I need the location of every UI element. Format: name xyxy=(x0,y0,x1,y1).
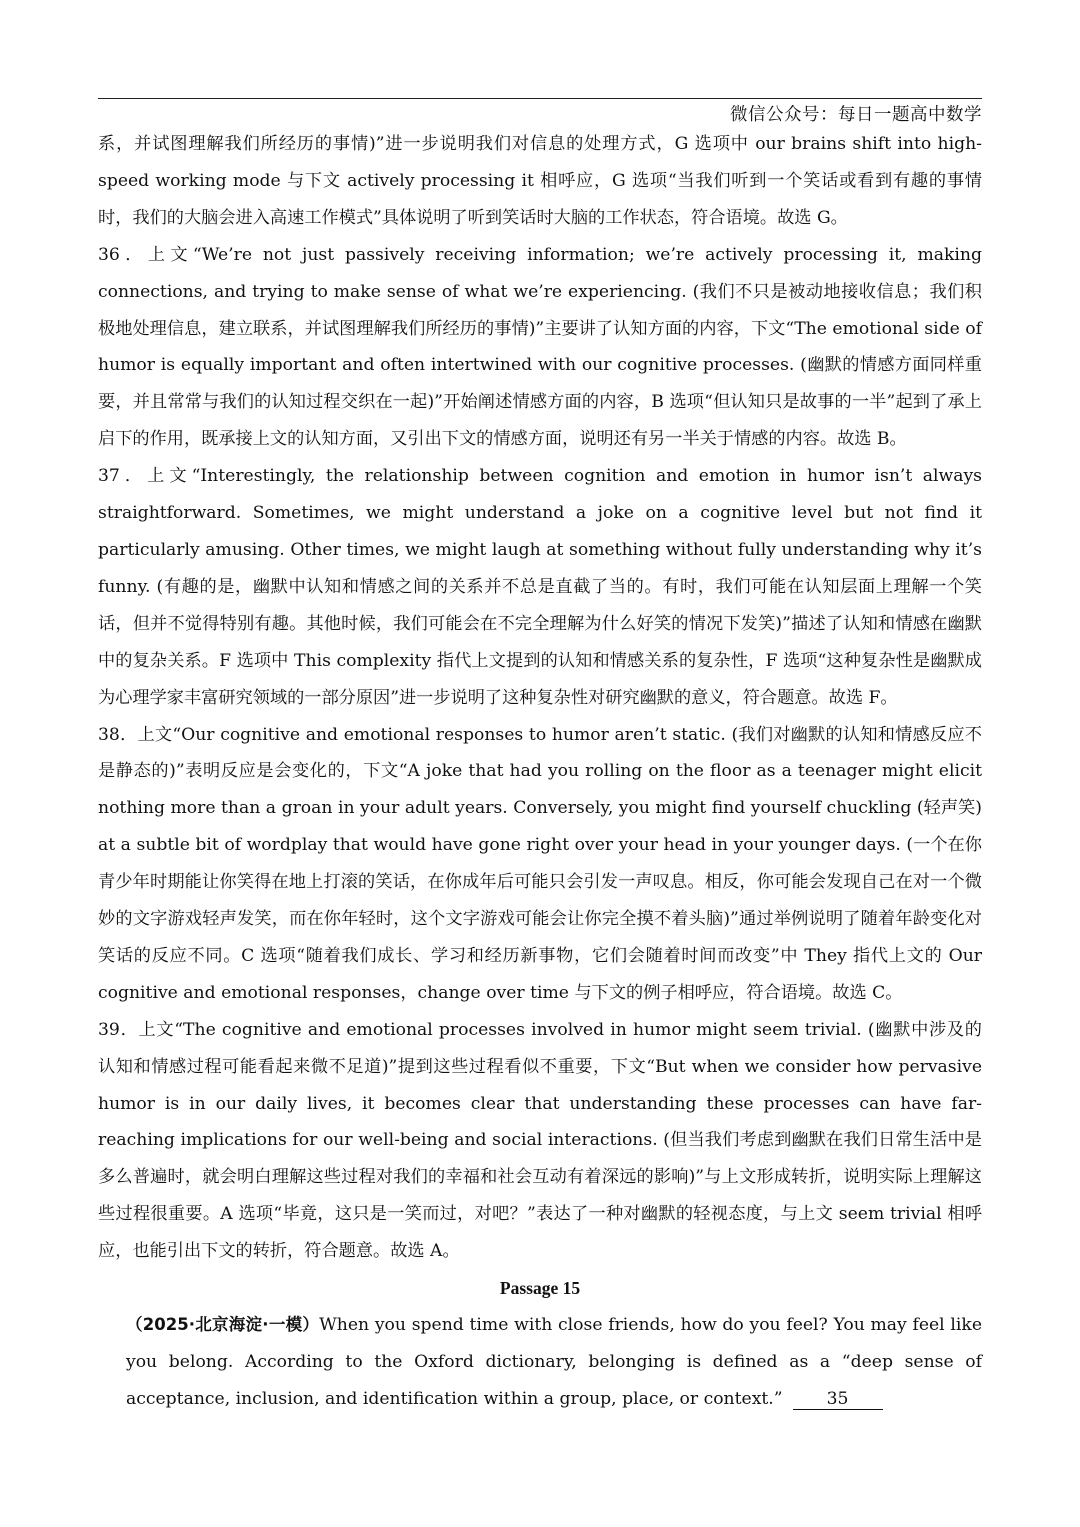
passage-text: When you spend time with close friends, how do you feel? You may feel like you belong. According to the Oxford dictionary, belonging is defined as a “deep sense of acceptance, inclusion, and identification within a group, place, or context.” xyxy=(126,1315,982,1409)
paragraph-answer-38: 38．上文“Our cognitive and emotional responses to humor aren’t static. (我们对幽默的认知和情感反应不是静态的)”表明反应是会变化的，下文“A joke that had you rolling on the floor as a teenager might elicit nothing more than a groan in your adult years. Conversely, you might find yourself chuckling (轻声笑) at a subtle bit of wordplay that would have gone right over your head in your younger days. (一个在你青少年时期能让你笑得在地上打滚的笑话，在你成年后可能只会引发一声叹息。相反，你可能会发现自己在对一个微妙的文字游戏轻声发笑，而在你年轻时，这个文字游戏可能会让你完全摸不着头脑)”通过举例说明了随着年龄变化对笑话的反应不同。C 选项“随着我们成长、学习和经历新事物，它们会随着时间而改变”中 They 指代上文的 Our cognitive and emotional responses，change over time 与下文的例子相呼应，符合语境。故选 C。 xyxy=(98,724,982,1003)
paragraph-answer-36: 36．上文“We’re not just passively receiving information; we’re actively processing it, making connections, and trying to make sense of what we’re experiencing. (我们不只是被动地接收信息；我们积极地处理信息，建立联系，并试图理解我们所经历的事情)”主要讲了认知方面的内容，下文“The emotional side of humor is equally important and often intertwined with our cognitive processes. (幽默的情感方面同样重要，并且常常与我们的认知过程交织在一起)”开始阐述情感方面的内容，B 选项“但认知只是故事的一半”起到了承上启下的作用，既承接上文的认知方面，又引出下文的情感方面，说明还有另一半关于情感的内容。故选 B。 xyxy=(98,244,982,450)
header-wechat-label: 微信公众号：每日一题高中数学 xyxy=(730,105,982,125)
passage-title: Passage 15 xyxy=(499,1278,581,1299)
paragraph-answer-39: 39．上文“The cognitive and emotional processes involved in humor might seem trivial. (幽默中涉及的认知和情感过程可能看起来微不足道)”提到这些过程看似不重要，下文“But when we consider how pervasive humor is in our daily lives, it becomes clear that understanding these processes can have far-reaching implications for our well-being and social interactions. (但当我们考虑到幽默在我们日常生活中是多么普遍时，就会明白理解这些过程对我们的幸福和社会互动有着深远的影响)”与上文形成转折，说明实际上理解这些过程很重要。A 选项“毕竟，这只是一笑而过，对吧？”表达了一种对幽默的轻视态度，与上文 seem trivial 相呼应，也能引出下文的转折，符合题意。故选 A。 xyxy=(98,1019,982,1262)
paragraph-continuation: 系，并试图理解我们所经历的事情)”进一步说明我们对信息的处理方式，G 选项中 our brains shift into high-speed working mode 与下文 actively processing it 相呼应，G 选项“当我们听到一个笑话或看到有趣的事情时，我们的大脑会进入高速工作模式”具体说明了听到笑话时大脑的工作状态，符合语境。故选 G。 xyxy=(98,134,982,228)
passage-source: （2025·北京海淀·一模） xyxy=(126,1315,320,1334)
header-rule xyxy=(98,98,982,99)
paragraph-answer-37: 37．上文“Interestingly, the relationship between cognition and emotion in humor isn’t always straightforward. Sometimes, we might understand a joke on a cognitive level but not find it particularly amusing. Other times, we might laugh at something without fully understanding why it’s funny. (有趣的是，幽默中认知和情感之间的关系并不总是直截了当的。有时，我们可能在认知层面上理解一个笑话，但并不觉得特别有趣。其他时候，我们可能会在不完全理解为什么好笑的情况下发笑)”描述了认知和情感在幽默中的复杂关系。F 选项中 This complexity 指代上文提到的认知和情感关系的复杂性，F 选项“这种复杂性是幽默成为心理学家丰富研究领域的一部分原因”进一步说明了这种复杂性对研究幽默的意义，符合题意。故选 F。 xyxy=(98,466,982,708)
document-body xyxy=(98,126,982,1418)
passage-intro xyxy=(126,1307,982,1418)
answer-blank[interactable]: 35 xyxy=(793,1389,883,1410)
